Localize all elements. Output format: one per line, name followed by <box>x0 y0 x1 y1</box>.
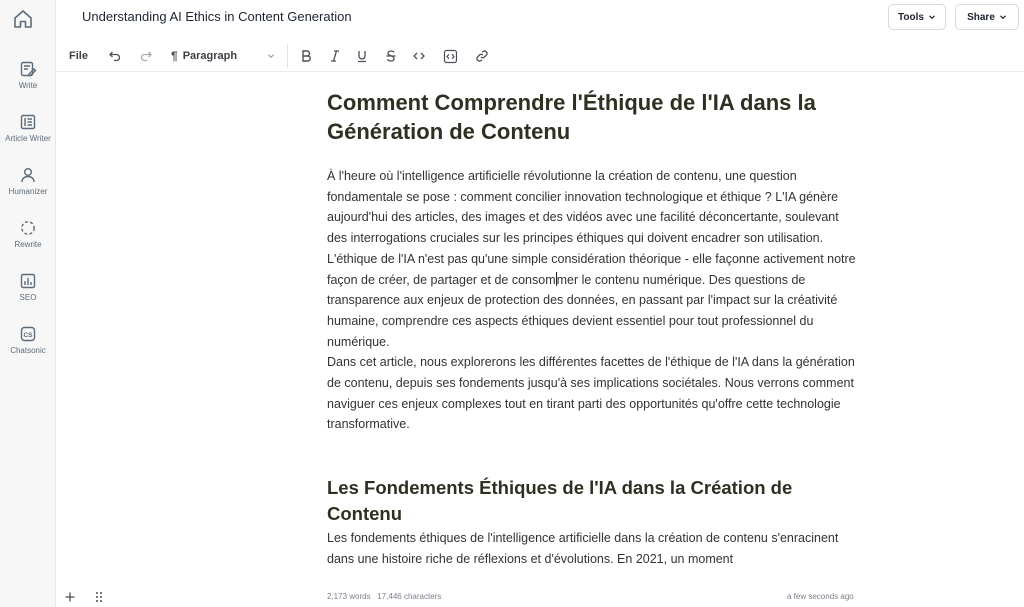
sidebar-item-label: Article Writer <box>5 134 51 143</box>
drag-handle-icon <box>94 591 104 603</box>
undo-button[interactable] <box>108 47 122 65</box>
add-block-button[interactable] <box>64 590 76 602</box>
seo-icon <box>19 272 37 290</box>
plus-icon <box>64 591 76 603</box>
underline-icon <box>356 49 368 63</box>
sidebar-item-rewrite[interactable] <box>0 219 56 249</box>
strikethrough-button[interactable] <box>385 47 397 65</box>
humanizer-icon <box>19 166 37 184</box>
chevron-down-icon <box>999 13 1007 21</box>
sidebar-item-chatsonic[interactable] <box>0 325 56 355</box>
paragraph-intro: À l'heure où l'intelligence artificielle révolutionne la création de contenu, une question fondamentale se pose : comment concilier innovation technologique et éthique ? L'IA génère aujourd'hui des articles, des images et des vidéos avec une facilité déconcertante, soulevant des interrogations cruciales sur les principes éthiques qui doivent encadrer son utilisation. <box>327 169 839 246</box>
file-menu-button[interactable] <box>69 47 88 65</box>
bold-button[interactable] <box>300 47 312 65</box>
tools-button[interactable] <box>888 4 946 30</box>
sidebar-item-humanizer[interactable] <box>0 166 56 196</box>
strikethrough-icon <box>385 49 397 63</box>
drag-handle[interactable] <box>94 590 104 602</box>
article-writer-icon <box>19 113 37 131</box>
share-button[interactable] <box>955 4 1019 30</box>
link-button[interactable] <box>475 47 489 65</box>
tools-label: Tools <box>898 11 924 23</box>
chevron-down-icon <box>267 52 275 60</box>
code-button[interactable] <box>412 47 426 65</box>
document-stats <box>327 592 441 601</box>
rewrite-icon <box>19 219 37 237</box>
link-icon <box>475 49 489 63</box>
code-block-button[interactable] <box>443 47 458 65</box>
file-label: File <box>69 50 88 62</box>
document-title[interactable]: Understanding AI Ethics in Content Generation <box>82 9 352 24</box>
toolbar-divider <box>287 44 288 68</box>
sidebar-item-article-writer[interactable] <box>0 113 56 143</box>
bold-icon <box>300 49 312 63</box>
save-status: a few seconds ago <box>787 592 854 601</box>
sidebar-item-label: Chatsonic <box>10 346 46 355</box>
underline-button[interactable] <box>356 47 368 65</box>
paragraph-article-overview: Dans cet article, nous explorerons les différentes facettes de l'éthique de l'IA dans la génération de contenu, depuis ses fondements jusqu'à ses implications sociétales. Nous verrons comment naviguer ces enjeux complexes tout en tirant parti des opportunités qu'offre cette technologie transformative. <box>327 355 855 432</box>
italic-icon <box>329 49 341 63</box>
svg-text:CS: CS <box>23 331 33 339</box>
share-label: Share <box>967 11 995 23</box>
redo-icon <box>139 49 153 63</box>
character-count: 17,446 characters <box>377 592 442 601</box>
paragraph-foundations: Les fondements éthiques de l'intelligence artificielle dans la création de contenu s'enracinent dans une histoire riche de réflexions et d'évolutions. En 2021, un moment <box>327 531 839 566</box>
sidebar-item-seo[interactable] <box>0 272 56 302</box>
sidebar-item-label: SEO <box>19 293 37 302</box>
write-icon <box>19 60 37 78</box>
sidebar <box>0 0 56 607</box>
document-heading-h1: Comment Comprendre l'Éthique de l'IA dans la Génération de Contenu <box>327 90 816 144</box>
code-block-icon <box>443 49 458 64</box>
sidebar-item-label: Write <box>18 81 38 90</box>
pilcrow-icon: ¶ <box>171 49 178 63</box>
home-icon[interactable] <box>12 8 34 30</box>
document-heading-h2: Les Fondements Éthiques de l'IA dans la Création de Contenu <box>327 477 793 525</box>
word-count: 2,173 words <box>327 592 371 601</box>
paragraph-text: mer le contenu numérique. Des questions de transparence aux enjeux de protection des données, en passant par l'impact sur la créativité humaine, comprendre ces aspects éthiques devient essentiel pour tout professionnel du numérique. <box>327 272 838 349</box>
italic-button[interactable] <box>329 47 341 65</box>
sidebar-item-label: Humanizer <box>8 187 48 196</box>
sidebar-item-write[interactable] <box>0 60 56 90</box>
paragraph-ethics <box>327 249 859 353</box>
paragraph-label: Paragraph <box>182 50 238 62</box>
redo-button[interactable] <box>139 47 153 65</box>
code-icon <box>412 49 426 63</box>
document-editor[interactable] <box>327 88 859 570</box>
chatsonic-icon <box>19 325 37 343</box>
undo-icon <box>108 49 122 63</box>
chevron-down-icon <box>928 13 936 21</box>
paragraph-text: L'éthique de l'IA n'est pas qu'une simple considération théorique - elle façonne activement notre façon de créer, de partager et de consom <box>327 251 856 287</box>
paragraph-style-select[interactable] <box>171 47 275 65</box>
editor-toolbar <box>56 40 1024 72</box>
sidebar-item-label: Rewrite <box>14 240 42 249</box>
